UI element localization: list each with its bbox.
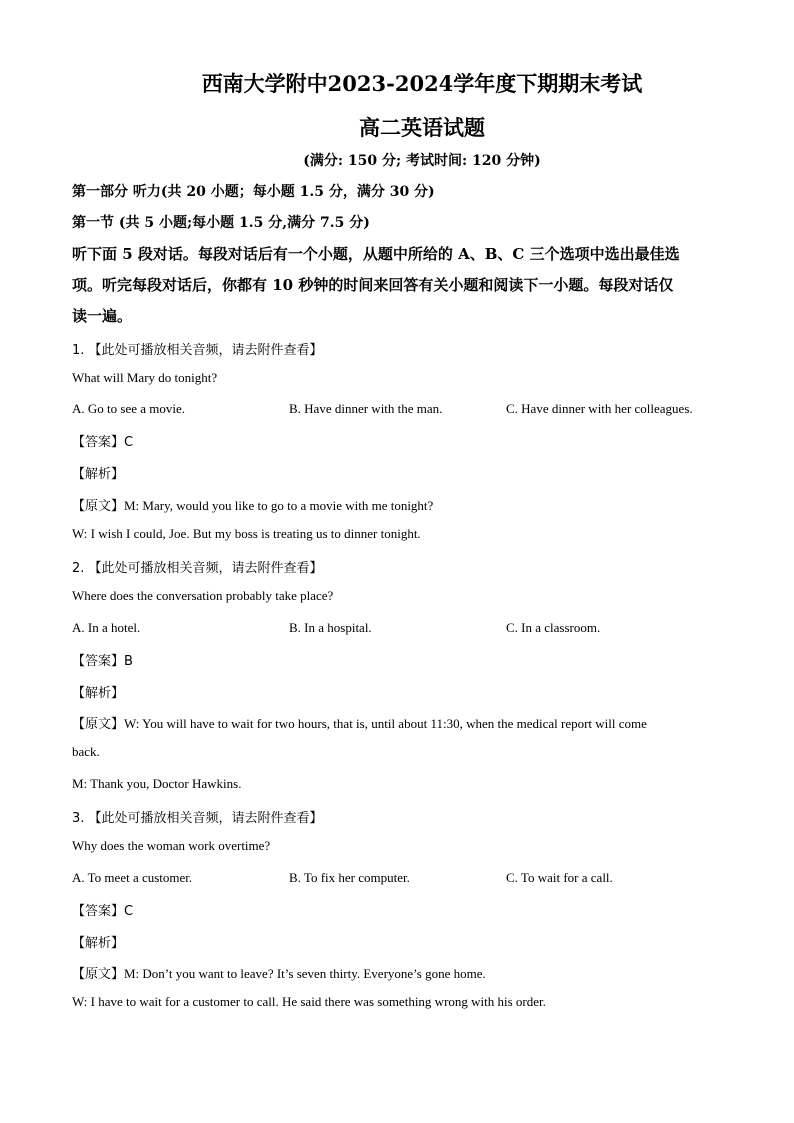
instructions-line-3: 读一遍。 xyxy=(72,307,133,325)
question-1-transcript-1: 【原文】M: Mary, would you like to go to a movie with me tonight? xyxy=(72,498,434,513)
question-2-header[interactable]: 2. 【此处可播放相关音频，请去附件查看】 xyxy=(72,561,323,576)
question-2-option-b: B. In a hospital. xyxy=(289,620,372,635)
section1-heading: 第一节 (共 5 小题;每小题 1.5 分,满分 7.5 分) xyxy=(72,215,370,231)
question-3-transcript-1: 【原文】M: Don’t you want to leave? It’s seven thirty. Everyone’s gone home. xyxy=(72,966,486,981)
question-3-option-a: A. To meet a customer. xyxy=(72,870,193,885)
exam-meta: (满分: 150 分; 考试时间: 120 分钟) xyxy=(303,153,541,169)
question-1-header[interactable]: 1. 【此处可播放相关音频，请去附件查看】 xyxy=(72,343,323,358)
question-2-transcript-2: back. xyxy=(72,744,100,759)
question-3-analysis: 【解析】 xyxy=(72,936,125,951)
question-3-stem: Why does the woman work overtime? xyxy=(72,838,271,853)
question-2-answer: 【答案】B xyxy=(72,654,133,669)
question-1-option-b: B. Have dinner with the man. xyxy=(289,401,443,416)
question-1-stem: What will Mary do tonight? xyxy=(72,370,218,385)
question-2-option-a: A. In a hotel. xyxy=(72,620,141,635)
question-3-header[interactable]: 3. 【此处可播放相关音频，请去附件查看】 xyxy=(72,811,323,826)
question-2-option-c: C. In a classroom. xyxy=(506,620,601,635)
question-3-option-b: B. To fix her computer. xyxy=(289,870,410,885)
question-1-option-c: C. Have dinner with her colleagues. xyxy=(506,401,693,416)
instructions-line-1: 听下面 5 段对话。每段对话后有一个小题，从题中所给的 A、B、C 三个选项中选出最佳选 xyxy=(72,245,680,263)
part1-heading: 第一部分 听力(共 20 小题；每小题 1.5 分，满分 30 分) xyxy=(72,184,435,200)
question-3-transcript-2: W: I have to wait for a customer to call. He said there was something wrong with his order. xyxy=(72,994,546,1009)
question-1-analysis: 【解析】 xyxy=(72,467,125,482)
instructions-line-2: 项。听完每段对话后，你都有 10 秒钟的时间来回答有关小题和阅读下一小题。每段对话仅 xyxy=(72,276,674,294)
question-2-analysis: 【解析】 xyxy=(72,686,125,701)
question-1-answer: 【答案】C xyxy=(72,435,134,450)
question-3-option-c: C. To wait for a call. xyxy=(506,870,613,885)
question-2-transcript-3: M: Thank you, Doctor Hawkins. xyxy=(72,776,242,791)
question-1-option-a: A. Go to see a movie. xyxy=(72,401,186,416)
question-1-transcript-2: W: I wish I could, Joe. But my boss is treating us to dinner tonight. xyxy=(72,526,421,541)
exam-subtitle: 高二英语试题 xyxy=(359,115,485,140)
exam-title: 西南大学附中2023-2024学年度下期期末考试 xyxy=(201,71,643,96)
question-2-stem: Where does the conversation probably take place? xyxy=(72,588,334,603)
question-2-transcript-1: 【原文】W: You will have to wait for two hours, that is, until about 11:30, when the medical report will come xyxy=(72,716,647,731)
question-3-answer: 【答案】C xyxy=(72,904,134,919)
